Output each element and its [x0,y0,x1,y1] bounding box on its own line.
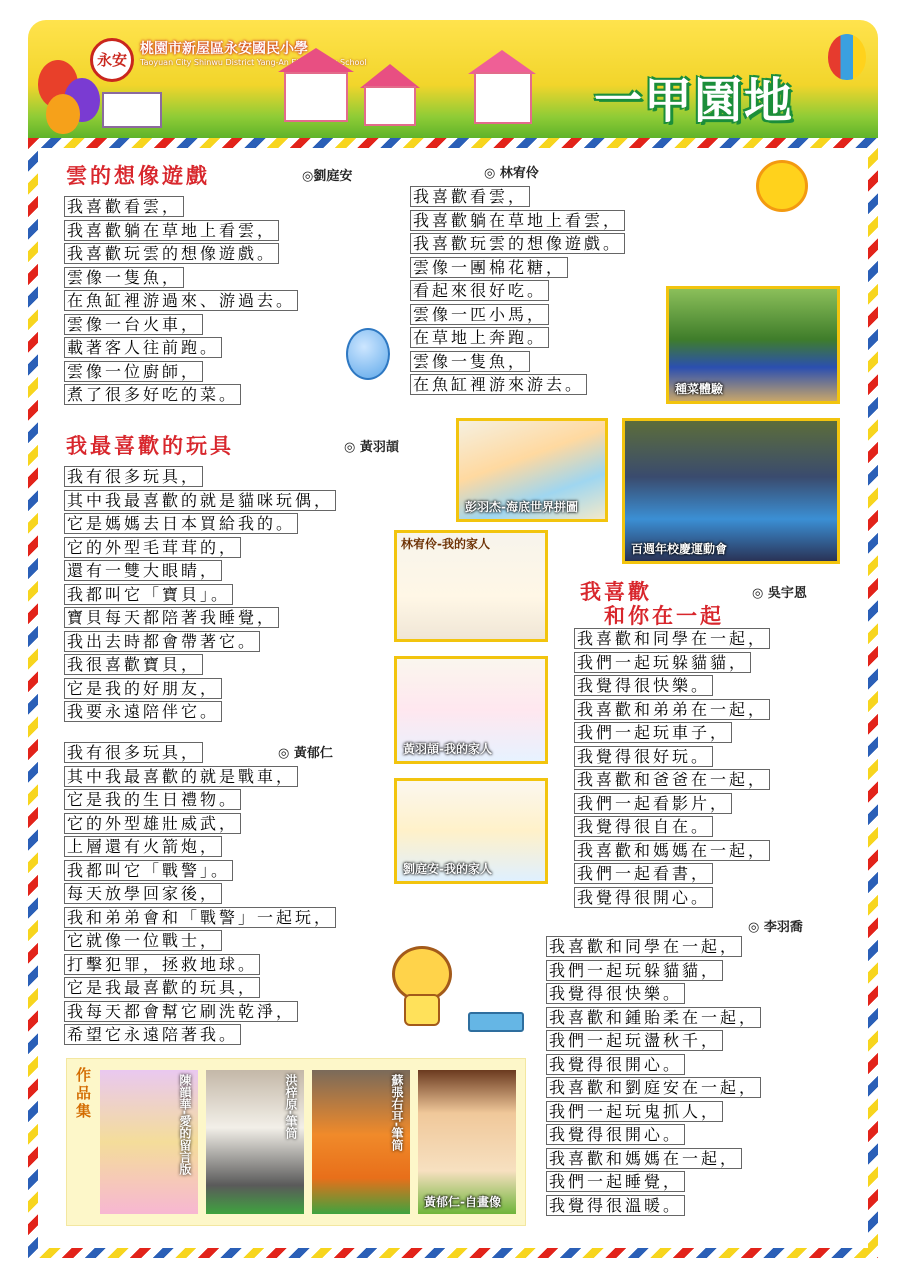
poem5-title-line1: 我喜歡 [580,580,652,604]
poem-line [546,1171,761,1195]
poem-line-text: 希望它永遠陪著我。 [64,1024,241,1045]
poem-line [410,351,625,375]
poem-line [64,701,336,725]
poem-line [546,960,761,984]
poem-line-text: 我們一起睡覺， [546,1171,685,1192]
page-title: 一甲園地 [594,73,795,129]
school-name-english: Taoyuan City Shinwu District Yang-An Elementary School [140,58,367,67]
poem-line [574,816,770,840]
poem-line-text: 它的外型雄壯威武， [64,813,241,834]
poem-line-text: 我們一起看書， [574,863,713,884]
poem-line-text: 打擊犯罪，拯救地球。 [64,954,260,975]
poem-line [546,1007,761,1031]
poem-line-text: 我都叫它「寶貝」。 [64,584,233,605]
poem-line-text: 我們一起玩鬼抓人， [546,1101,723,1122]
school-name: 桃園市新屋區永安國民小學 [140,41,308,57]
work-message-board [97,1067,201,1217]
poem-line-text: 它是我最喜歡的玩具， [64,977,260,998]
poem-line [64,607,336,631]
photo-caption: 林宥伶-我的家人 [401,537,490,551]
poem-line [64,490,336,514]
house-decoration [474,72,532,124]
poem-line-text: 我喜歡看雲， [64,196,184,217]
poem2-body [410,186,625,398]
poem6-body [546,936,761,1218]
poem-line-text: 我喜歡躺在草地上看雲， [410,210,625,231]
poem-line [64,337,298,361]
poem-line-text: 它是我的生日禮物。 [64,789,241,810]
poem-line-text: 我要永遠陪伴它。 [64,701,222,722]
work-caption: 黃郁仁-自畫像 [424,1195,501,1209]
poem-line-text: 我覺得很開心。 [546,1054,685,1075]
poem-line [64,314,298,338]
poem-line [546,1054,761,1078]
poem-line [546,1101,761,1125]
poem-line-text: 它就像一位戰士， [64,930,222,951]
poem-line [574,746,770,770]
poem-line [64,742,336,766]
poem-line [64,384,298,408]
poem-line-text: 我喜歡和同學在一起， [574,628,770,649]
poem-line [574,652,770,676]
house-roof [278,48,354,72]
work-pen-holder-1 [203,1067,307,1217]
poem-line [64,789,336,813]
photo-family-huang [394,656,548,764]
poem-line-text: 其中我最喜歡的就是貓咪玩偶， [64,490,336,511]
poem-line [64,290,298,314]
poem-line [64,560,336,584]
poem-line-text: 它的外型毛茸茸的， [64,537,241,558]
poem-line [64,954,336,978]
poem-line-text: 我喜歡和媽媽在一起， [574,840,770,861]
poem-line-text: 我覺得很快樂。 [546,983,685,1004]
poem-line-text: 我每天都會幫它刷洗乾淨， [64,1001,298,1022]
poem-line-text: 我喜歡看雲， [410,186,530,207]
toy-truck-illustration [468,1012,524,1032]
works-gallery [66,1058,526,1226]
poem-line-text: 我和弟弟會和「戰警」一起玩， [64,907,336,928]
poem6-author: ◎ 李羽喬 [748,920,803,935]
poem-line [410,327,625,351]
header-banner [28,20,878,138]
work-self-portrait [415,1067,519,1217]
poem-line-text: 我喜歡和同學在一起， [546,936,742,957]
poem-line [64,466,336,490]
poem4-author: ◎ 黃郁仁 [278,746,333,761]
hot-air-balloon [828,34,866,80]
works-label: 作品集 [74,1067,92,1121]
poem-line-text: 雲像一位廚師， [64,361,203,382]
balloon-icon [346,328,390,380]
poem-line [64,907,336,931]
poem-line [574,722,770,746]
poem-line [64,537,336,561]
poem-line-text: 我覺得很好玩。 [574,746,713,767]
poem-line [64,513,336,537]
poem-line-text: 我喜歡和劉庭安在一起， [546,1077,761,1098]
poem-line-text: 我覺得很開心。 [546,1124,685,1145]
poem5-author: ◎ 吳宇恩 [752,586,807,601]
poem-line [574,863,770,887]
poem-line [574,769,770,793]
poem-line [64,220,298,244]
poem-line-text: 雲像一台火車， [64,314,203,335]
poem-line-text: 寶貝每天都陪著我睡覺， [64,607,279,628]
photo-caption: 彭羽杰-海底世界拼圖 [465,500,578,514]
poem-line [410,280,625,304]
poem-line-text: 我喜歡和爸爸在一起， [574,769,770,790]
poem-line [574,675,770,699]
photo-family-lin [394,530,548,642]
poem-line-text: 我喜歡玩雲的想像遊戲。 [64,243,279,264]
poem-line-text: 我有很多玩具， [64,742,203,763]
poem-line-text: 我們一起玩躲貓貓， [546,960,723,981]
poem3-body [64,466,336,725]
poem-line-text: 上層還有火箭炮， [64,836,222,857]
poem-line [574,887,770,911]
poem-line-text: 我很喜歡寶貝， [64,654,203,675]
poem-line [64,930,336,954]
house-roof [468,50,536,74]
work-pen-holder-2 [309,1067,413,1217]
poem-line-text: 雲像一隻魚， [64,267,184,288]
poem-line [410,304,625,328]
poem-line-text: 看起來很好吃。 [410,280,549,301]
poem-line-text: 煮了很多好吃的菜。 [64,384,241,405]
poem-line [64,1001,336,1025]
photo-undersea-puzzle [456,418,608,522]
poem-line [64,766,336,790]
poem-line [64,813,336,837]
poem-line [574,628,770,652]
poem-line-text: 它是媽媽去日本買給我的。 [64,513,298,534]
poem3-author: ◎ 黃羽頡 [344,440,399,455]
house-roof [360,64,420,88]
poem-line-text: 我們一起玩盪秋千， [546,1030,723,1051]
work-caption: 洪梓原-筆筒 [284,1074,298,1139]
poem-line [410,186,625,210]
poem-line-text: 我覺得很開心。 [574,887,713,908]
poem-line-text: 在草地上奔跑。 [410,327,549,348]
poem-line-text: 載著客人往前跑。 [64,337,222,358]
photo-caption: 劉庭安-我的家人 [403,862,492,876]
poem-line [64,361,298,385]
poem1-body [64,196,298,408]
poem-line [64,1024,336,1048]
poem-line-text: 在魚缸裡游來游去。 [410,374,587,395]
poem-line [574,699,770,723]
balloon-decoration [46,94,80,134]
poem-line-text: 雲像一團棉花糖， [410,257,568,278]
poem-line [64,883,336,907]
poem-line-text: 還有一雙大眼睛， [64,560,222,581]
poem-line-text: 它是我的好朋友， [64,678,222,699]
poem-line-text: 我覺得很溫暖。 [546,1195,685,1216]
poem-line-text: 我們一起玩躲貓貓， [574,652,751,673]
poem5-body [574,628,770,910]
sun-icon [756,160,808,212]
photo-family-liu [394,778,548,884]
poem-line [64,678,336,702]
poem-line-text: 我喜歡玩雲的想像遊戲。 [410,233,625,254]
poem-line [64,860,336,884]
poem-line-text: 雲像一隻魚， [410,351,530,372]
poem-line [546,1077,761,1101]
poem-line [546,1195,761,1219]
photo-sports-day [622,418,840,564]
poem-line-text: 我喜歡和弟弟在一起， [574,699,770,720]
poem1-author: ◎劉庭安 [302,169,353,184]
poem-line [546,936,761,960]
poem1-title: 雲的想像遊戲 [66,164,210,188]
poem-line [64,243,298,267]
poem-line-text: 每天放學回家後， [64,883,222,904]
poem2-author: ◎ 林宥伶 [484,166,539,181]
poem-line-text: 其中我最喜歡的就是戰車， [64,766,298,787]
photo-caption: 百週年校慶運動會 [631,542,728,556]
poem-line [64,836,336,860]
poem-line-text: 雲像一匹小馬， [410,304,549,325]
poem-line [64,584,336,608]
poem5-title-line2: 和你在一起 [604,604,724,628]
photo-vegetables [666,286,840,404]
poem-line [64,631,336,655]
house-decoration [364,86,416,126]
poem-line [64,977,336,1001]
poem-line [574,840,770,864]
poem-line-text: 我們一起玩車子， [574,722,732,743]
poem-line-text: 我覺得很快樂。 [574,675,713,696]
house-decoration [102,92,162,128]
poem-line-text: 我喜歡和鍾貽柔在一起， [546,1007,761,1028]
poem-line [410,233,625,257]
poem-line-text: 我出去時都會帶著它。 [64,631,260,652]
house-decoration [284,72,348,122]
poem-line [64,267,298,291]
poem-line-text: 我喜歡躺在草地上看雲， [64,220,279,241]
poem4-body [64,742,336,1048]
poem-line [64,196,298,220]
poem-line-text: 我們一起看影片， [574,793,732,814]
work-caption: 陳韻華-愛的留言版 [178,1074,192,1175]
poem-line-text: 我覺得很自在。 [574,816,713,837]
poem-line [546,1124,761,1148]
poem-line-text: 我都叫它「戰警」。 [64,860,233,881]
poem-line [546,1148,761,1172]
poem-line [546,983,761,1007]
boy-body-illustration [404,994,440,1026]
poem-line-text: 在魚缸裡游過來、游過去。 [64,290,298,311]
photo-caption: 黃羽頡-我的家人 [403,742,492,756]
poem-line-text: 我喜歡和媽媽在一起， [546,1148,742,1169]
poem3-title: 我最喜歡的玩具 [66,434,234,458]
photo-caption: 種菜體驗 [675,382,724,396]
poem-line [410,374,625,398]
poem-line [410,257,625,281]
poem-line-text: 我有很多玩具， [64,466,203,487]
poem-line [64,654,336,678]
work-caption: 蘇張右耳-筆筒 [390,1074,404,1151]
school-logo: 永安 [90,38,134,82]
poem-line [410,210,625,234]
poem-line [574,793,770,817]
poem-line [546,1030,761,1054]
